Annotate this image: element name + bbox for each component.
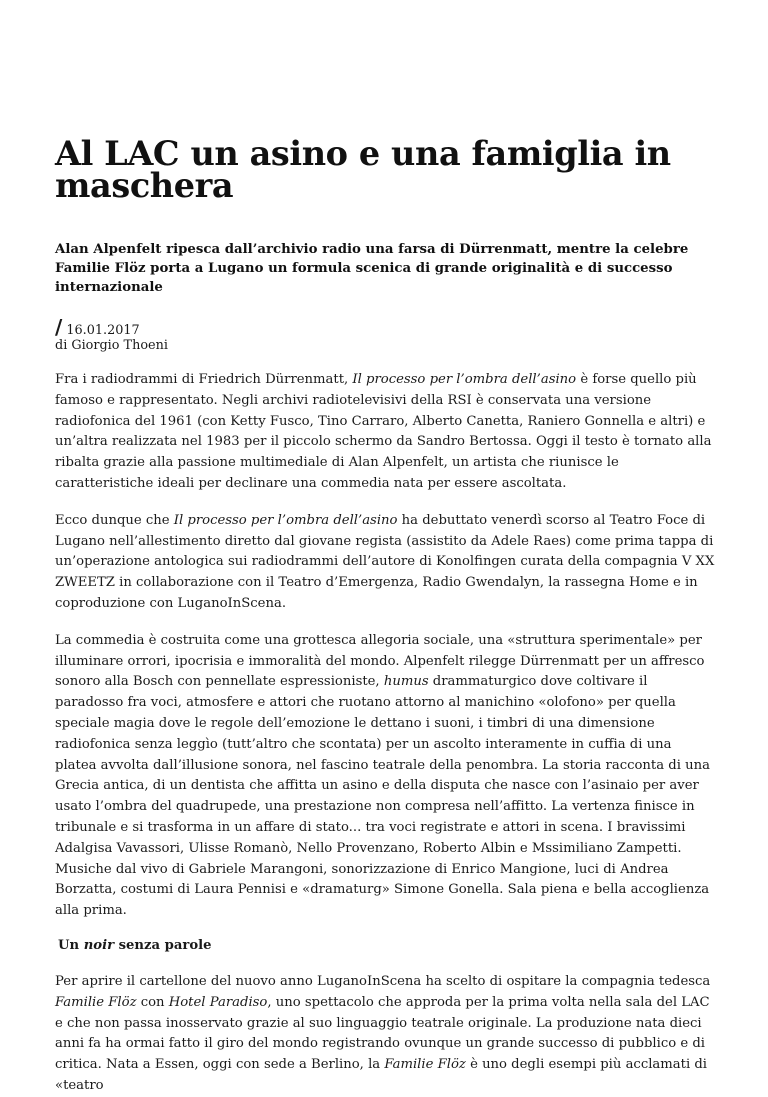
- date-line: [55, 315, 715, 339]
- italic-name: Familie Flöz: [55, 994, 137, 1010]
- article-date: 16.01.2017: [66, 323, 140, 338]
- article-author: di Giorgio Thoeni: [55, 338, 168, 353]
- article-meta: [55, 315, 715, 353]
- article-subtitle: Alan Alpenfelt ripesca dall’archivio radio una farsa di Dürrenmatt, mentre la celebre Familie Flöz porta a Lugano un formula scenica di grande originalità e di successo internazionale: [55, 242, 689, 295]
- article-title: Al LAC un asino e una famiglia in maschera: [55, 134, 671, 205]
- article-content: [55, 134, 715, 1097]
- section-heading: Un noir senza parole: [58, 937, 212, 953]
- slash-mark: /: [55, 315, 63, 339]
- italic-title: Il processo per l’ombra dell’asino: [173, 512, 398, 528]
- italic-term: humus: [383, 674, 429, 690]
- paragraph-1: Fra i radiodrammi di Friedrich Dürrenmatt, Il processo per l’ombra dell’asino è forse quello più famoso e rappresentato. Negli archivi radiotelevisivi della RSI è conservata una versione radiofonica del 1961 (con Ketty Fusco, Tino Carraro, Alberto Canetta, Raniero Gonnella e altri) e un’altra realizzata nel 1983 per il piccolo schermo da Sandro Bertossa. Oggi il testo è tornato alla ribalta grazie alla passione multimediale di Alan Alpenfelt, un artista che riunisce le caratteristiche ideali per declinare una commedia nata per essere ascoltata.: [55, 372, 712, 491]
- italic-title: Il processo per l’ombra dell’asino: [352, 372, 577, 387]
- paragraph-3: La commedia è costruita come una grottesca allegoria sociale, una «struttura sperimentale» per illuminare orrori, ipocrisia e immoralità del mondo. Alpenfelt rilegge Dürrenmatt per un affresco sonoro alla Bosch con pennellate espressioniste, humus drammaturgico dove coltivare il paradosso fra voci, atmosfere e attori che ruotano attorno al manichino «olofono» per quella speciale magia dove le regole dell’emozione le dettano i suoni, i timbri di una dimensione radiofonica senza leggìo (tutt’altro che scontata) per un ascolto interamente in cuffia di una platea avvolta dall’illusione sonora, nel fascino teatrale della penombra. La storia racconta di una Grecia antica, di un dentista che affitta un asino e della disputa che nasce con l’asinaio per aver usato l’ombra del quadrupede, una prestazione non compresa nell’affitto. La vertenza finisce in tribunale e si trasforma in un affare di stato... tra voci registrate e attori in scena. I bravissimi Adalgisa Vavassori, Ulisse Romanò, Nello Provenzano, Roberto Albin e Mssimiliano Zampetti. Musiche dal vivo di Gabriele Marangoni, sonorizzazione di Enrico Mangione, luci di Andrea Borzatta, costumi di Laura Pennisi e «dramaturg» Simone Gonella. Sala piena e bella accoglienza alla prima.: [55, 632, 710, 919]
- italic-title: Hotel Paradiso: [168, 994, 268, 1010]
- italic-name: Familie Flöz: [384, 1057, 466, 1073]
- paragraph-4: Per aprire il cartellone del nuovo anno LuganoInScena ha scelto di ospitare la compagnia tedesca Familie Flöz con Hotel Paradiso, uno spettacolo che approda per la prima volta nella sala del LAC e che non passa inosservato grazie al suo linguaggio teatrale originale. La produzione nata dieci anni fa ha ormai fatto il giro del mondo registrando ovunque un grande successo di pubblico e di critica. Nata a Essen, oggi con sede a Berlino, la Familie Flöz è uno degli esempi più acclamati di «teatro: [55, 973, 711, 1093]
- italic-term: noir: [83, 937, 115, 953]
- paragraph-2: Ecco dunque che Il processo per l’ombra dell’asino ha debuttato venerdì scorso al Teatro Foce di Lugano nell’allestimento diretto dal giovane regista (assistito da Adele Raes) come prima tappa di un’operazione antologica sui radiodrammi dell’autore di Konolfingen curata della compagnia V XX ZWEETZ in collaborazione con il Teatro d’Emergenza, Radio Gwendalyn, la rassegna Home e in coproduzione con LuganoInScena.: [55, 512, 715, 611]
